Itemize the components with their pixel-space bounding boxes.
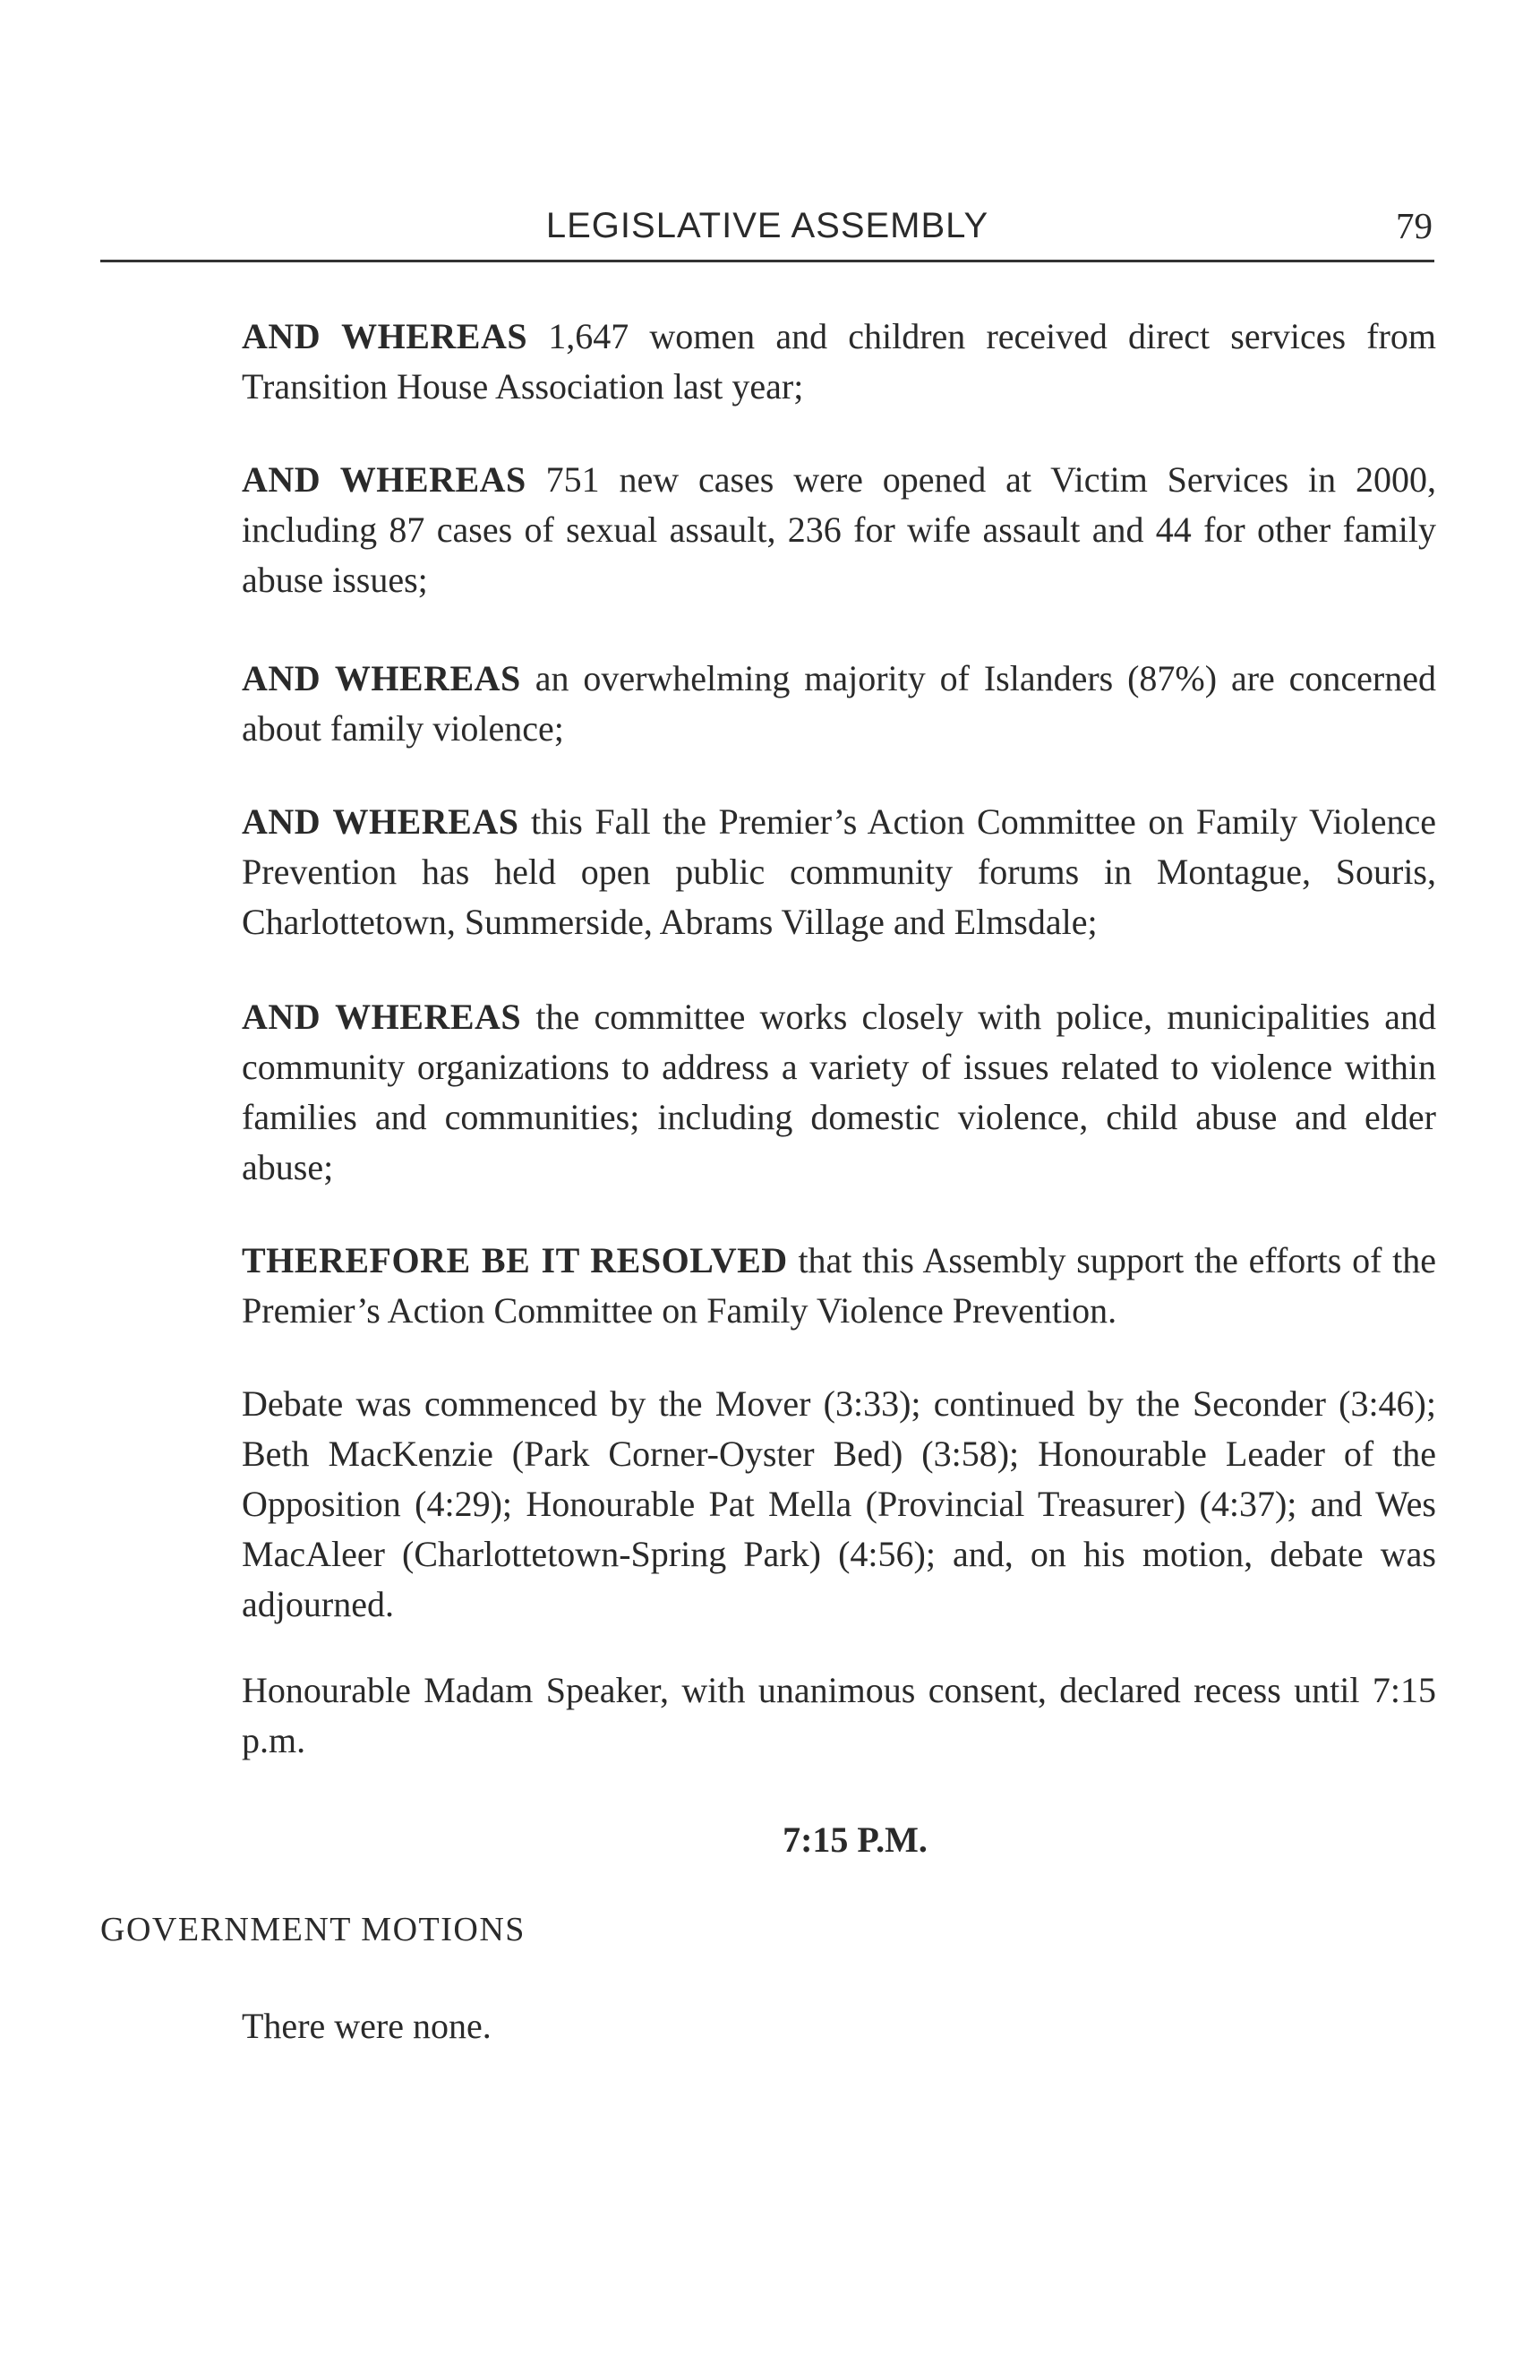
page-number: 79 xyxy=(1396,205,1433,246)
page-header xyxy=(100,204,1434,262)
debate-paragraph: Debate was commenced by the Mover (3:33); continued by the Seconder (3:46); Beth MacKenzie (Park Corner-Oyster Bed) (3:58); Honourable Leader of the Opposition (4:29); Honourable Pat Mella (Provincial Treasurer) (4:37); and Wes MacAleer (Charlottetown-Spring Park) (4:56); and, on his motion, debate was adjourned. xyxy=(242,1383,1436,1624)
paragraph-text: an overwhelming majority of Islanders (87%) are concerned about family violence; xyxy=(242,658,1436,749)
whereas-paragraph-2 xyxy=(242,455,1436,605)
paragraph-text: 1,647 women and children received direct services from Transition House Association last year; xyxy=(242,316,1436,407)
running-head-title: LEGISLATIVE ASSEMBLY xyxy=(545,206,989,245)
whereas-paragraph-3 xyxy=(242,654,1436,754)
section-body: There were none. xyxy=(242,2006,492,2046)
whereas-paragraph-1 xyxy=(242,312,1436,412)
paragraph-lead: AND WHEREAS xyxy=(242,459,526,500)
resolution-paragraph xyxy=(242,1236,1436,1336)
paragraph-lead: AND WHEREAS xyxy=(242,801,519,842)
whereas-paragraph-5 xyxy=(242,992,1436,1193)
paragraph-text: 751 new cases were opened at Victim Services in 2000, including 87 cases of sexual assault, 236 for wife assault and 44 for other family abuse issues; xyxy=(242,459,1436,600)
paragraph-text: that this Assembly support the efforts of the Premier’s Action Committee on Family Violence Prevention. xyxy=(242,1240,1437,1331)
paragraph-text: this Fall the Premier’s Action Committee on Family Violence Prevention has held open public community forums in Montague, Souris, Charlottetown, Summerside, Abrams Village and Elmsdale; xyxy=(242,801,1436,942)
paragraph-lead: THEREFORE BE IT RESOLVED xyxy=(242,1240,788,1280)
paragraph-text: the committee works closely with police, municipalities and community organizations to address a variety of issues related to violence within families and communities; including domestic violence, child abuse and elder abuse; xyxy=(242,997,1436,1187)
paragraph-lead: AND WHEREAS xyxy=(242,997,522,1037)
section-heading: GOVERNMENT MOTIONS xyxy=(100,1911,526,1948)
paragraph-lead: AND WHEREAS xyxy=(242,316,528,356)
recess-paragraph: Honourable Madam Speaker, with unanimous consent, declared recess until 7:15 p.m. xyxy=(242,1670,1436,1760)
paragraph-lead: AND WHEREAS xyxy=(242,658,521,698)
whereas-paragraph-4 xyxy=(242,797,1436,947)
time-heading: 7:15 P.M. xyxy=(783,1819,928,1860)
